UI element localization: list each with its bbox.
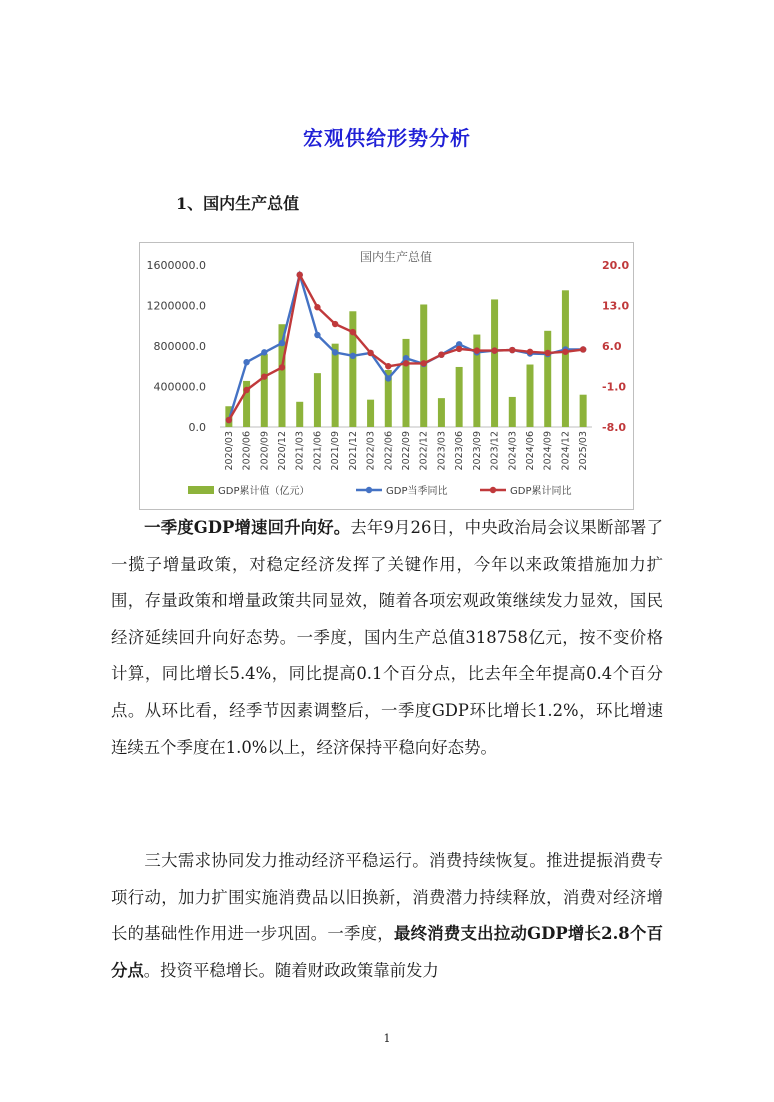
point-GDP当季同比-2022/06 <box>385 375 391 381</box>
x-tick: 2021/09 <box>330 431 342 471</box>
legend-item <box>356 484 447 497</box>
point-GDP累计同比-2022/12 <box>421 360 427 366</box>
point-GDP累计同比-2020/09 <box>261 373 267 379</box>
point-GDP累计同比-2020/12 <box>279 364 285 370</box>
y-left-tick: 400000.0 <box>153 380 206 394</box>
x-tick: 2021/03 <box>294 431 306 471</box>
point-GDP当季同比-2020/12 <box>279 340 285 346</box>
legend-label: GDP累计值（亿元） <box>218 486 310 497</box>
bar-2023/06 <box>456 367 463 427</box>
bar-2024/12 <box>562 290 569 427</box>
paragraph-1 <box>111 510 663 766</box>
legend-label: GDP累计同比 <box>510 486 572 497</box>
y-right-tick: 13.0 <box>602 299 630 313</box>
point-GDP累计同比-2023/09 <box>474 347 480 353</box>
x-tick: 2025/03 <box>578 431 590 471</box>
x-tick: 2022/12 <box>418 431 430 471</box>
bar-2024/09 <box>544 331 551 427</box>
point-GDP累计同比-2022/09 <box>403 360 409 366</box>
x-tick: 2023/12 <box>489 431 501 471</box>
y-right-tick: -1.0 <box>602 380 627 394</box>
legend-swatch-bar <box>188 486 214 494</box>
y-left-tick: 1600000.0 <box>146 259 206 272</box>
bar-2024/03 <box>509 397 516 427</box>
bar-2021/12 <box>349 311 356 427</box>
legend-item <box>188 484 309 497</box>
bar-2021/06 <box>314 373 321 427</box>
x-tick: 2021/06 <box>312 431 324 471</box>
point-GDP当季同比-2021/12 <box>350 353 356 359</box>
legend-swatch-dot <box>490 487 496 493</box>
point-GDP当季同比-2020/09 <box>261 349 267 355</box>
point-GDP累计同比-2024/03 <box>509 347 515 353</box>
x-tick: 2024/06 <box>525 431 536 471</box>
x-tick: 2021/12 <box>347 431 359 471</box>
legend-label: GDP当季同比 <box>386 486 448 497</box>
bar-2023/12 <box>491 299 498 427</box>
point-GDP累计同比-2024/12 <box>562 349 568 355</box>
point-GDP累计同比-2021/06 <box>314 304 320 310</box>
y-left-tick: 0.0 <box>188 421 206 434</box>
gdp-chart-svg <box>140 243 633 509</box>
point-GDP累计同比-2025/03 <box>580 346 586 352</box>
bar-2022/03 <box>367 400 374 427</box>
bar-2021/09 <box>332 344 339 427</box>
paragraph-1-text: 去年9月26日，中央政治局会议果断部署了一揽子增量政策，对稳定经济发挥了关键作用，今年以来政策措施加力扩围，存量政策和增量政策共同显效，随着各项宏观政策继续发力显效，国民经济延续回升向好态势。一季度，国内生产总值318758亿元，按不变价格计算，同比增长5.4%，同比提高0.1个百分点，比去年全年提高0.4个百分点。从环比看，经季节因素调整后，一季度GDP环比增长1.2%，环比增速连续五个季度在1.0%以上，经济保持平稳向好态势。 <box>111 518 663 757</box>
x-tick: 2024/09 <box>542 431 554 471</box>
paragraph-2-bold: 最终消费支出拉动GDP增长2.8个百分点 <box>111 924 663 980</box>
point-GDP累计同比-2021/12 <box>350 329 356 335</box>
x-tick: 2023/03 <box>436 431 448 471</box>
bar-2023/03 <box>438 398 445 427</box>
x-tick: 2020/12 <box>277 431 288 471</box>
point-GDP累计同比-2020/06 <box>243 387 249 393</box>
y-left-tick: 1200000.0 <box>146 299 206 313</box>
bar-2020/09 <box>261 354 268 427</box>
point-GDP当季同比-2021/09 <box>332 349 338 355</box>
point-GDP累计同比-2024/06 <box>527 349 533 355</box>
y-right-tick: 20.0 <box>602 259 630 272</box>
point-GDP累计同比-2022/06 <box>385 363 391 369</box>
point-GDP累计同比-2021/03 <box>297 272 303 278</box>
point-GDP累计同比-2020/03 <box>226 417 232 423</box>
bar-2021/03 <box>296 402 303 427</box>
bar-2022/09 <box>403 339 410 427</box>
point-GDP当季同比-2020/06 <box>243 359 249 365</box>
bar-2025/03 <box>580 395 587 427</box>
x-tick: 2022/03 <box>365 431 377 471</box>
x-tick: 2022/06 <box>383 431 395 471</box>
x-tick: 2020/06 <box>241 431 253 471</box>
x-tick: 2020/09 <box>259 431 271 471</box>
paragraph-2-text-c: 。投资平稳增长。随着财政政策靠前发力 <box>143 960 439 980</box>
point-GDP累计同比-2023/06 <box>456 346 462 352</box>
point-GDP累计同比-2022/03 <box>367 350 373 356</box>
gdp-chart <box>139 242 634 510</box>
x-tick: 2022/09 <box>401 431 412 471</box>
x-tick: 2024/03 <box>507 431 519 471</box>
x-tick: 2024/12 <box>560 431 572 471</box>
page-number: 1 <box>383 1032 391 1045</box>
section-heading: 1、国内生产总值 <box>176 194 300 213</box>
x-tick: 2020/03 <box>223 431 235 471</box>
point-GDP累计同比-2021/09 <box>332 321 338 327</box>
paragraph-2 <box>111 843 663 989</box>
bar-2024/06 <box>527 365 534 427</box>
chart-title: 国内生产总值 <box>359 250 433 264</box>
point-GDP累计同比-2023/03 <box>438 351 444 357</box>
page-title: 宏观供给形势分析 <box>303 126 471 150</box>
paragraph-2-text-a: 三大需求协同发力推动经济平稳运行。消费持续恢复。推进提振消费专项行动，加力扩围实施消费品以旧换新，消费潜力持续释放，消费对经济增长的基础性作用进一步巩固。一季度， <box>111 851 663 944</box>
x-tick: 2023/06 <box>454 431 466 471</box>
point-GDP累计同比-2023/12 <box>491 347 497 353</box>
paragraph-1-lead: 一季度GDP增速回升向好。 <box>144 518 351 537</box>
point-GDP累计同比-2024/09 <box>545 350 551 356</box>
y-right-tick: -8.0 <box>602 421 627 434</box>
x-tick: 2023/09 <box>471 431 483 471</box>
y-right-tick: 6.0 <box>602 340 622 353</box>
legend-swatch-dot <box>366 487 372 493</box>
point-GDP当季同比-2021/06 <box>314 332 320 338</box>
y-left-tick: 800000.0 <box>153 340 206 353</box>
legend-item <box>480 484 571 497</box>
